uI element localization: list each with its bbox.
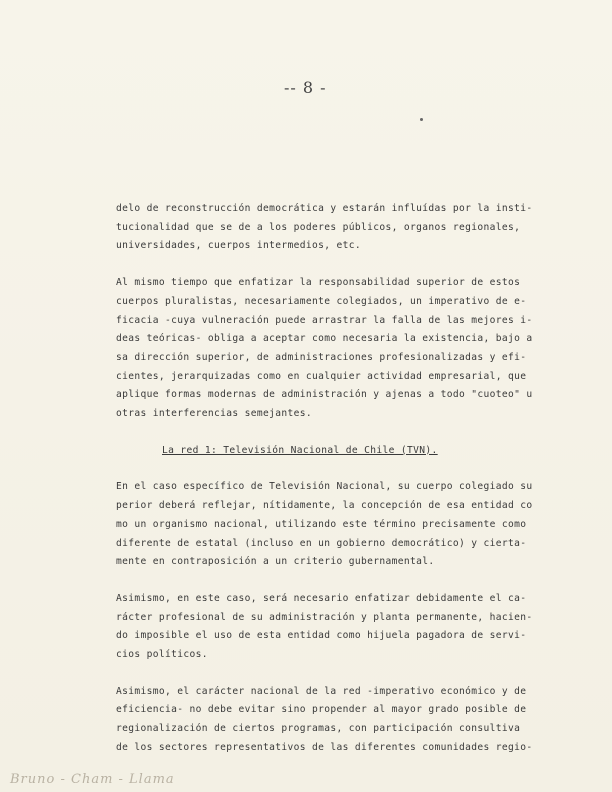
text-line: deas teóricas- obliga a aceptar como necesaria la existencia, bajo a [116, 333, 533, 345]
text-line: aplique formas modernas de administración y ajenas a todo "cuoteo" u [116, 389, 533, 401]
text-line: diferente de estatal (incluso en un gobierno democrático) y cierta- [116, 537, 527, 549]
text-line: de los sectores representativos de las diferentes comunidades regio- [116, 741, 533, 753]
text-line: cios políticos. [116, 649, 208, 661]
text-line: otras interferencias semejantes. [116, 408, 313, 420]
text-line: regionalización de ciertos programas, con participación consultiva [116, 723, 521, 735]
text-line: universidades, cuerpos intermedios, etc. [116, 240, 362, 252]
text-line: cuerpos pluralistas, necesariamente colegiados, un imperativo de e- [116, 295, 527, 307]
section-heading: La red 1: Televisión Nacional de Chile (TVN). [162, 444, 438, 456]
text-line: ficacia -cuya vulneración puede arrastrar la falla de las mejores i- [116, 314, 533, 326]
text-line: eficiencia- no debe evitar sino propender al mayor grado posible de [116, 704, 527, 716]
page-number: -- 8 - [284, 78, 327, 97]
text-line: tucionalidad que se de a los poderes públicos, organos regionales, [116, 221, 521, 233]
text-line: Al mismo tiempo que enfatizar la responsabilidad superior de estos [116, 277, 521, 289]
paragraph-1 [116, 200, 533, 256]
text-line: delo de reconstrucción democrática y estarán influídas por la insti- [116, 203, 533, 214]
text-line: do imposible el uso de esta entidad como hijuela pagadora de servi- [116, 630, 527, 642]
paragraph-2 [116, 274, 533, 424]
text-line: mente en contraposición a un criterio gubernamental. [116, 556, 435, 568]
ink-speck [420, 118, 423, 121]
text-line: perior deberá reflejar, nítidamente, la concepción de esa entidad co [116, 500, 533, 512]
text-line: sa dirección superior, de administraciones profesionalizadas y efi- [116, 351, 527, 363]
text-line: Asimismo, en este caso, será necesario enfatizar debidamente el ca- [116, 592, 527, 604]
paragraph-5 [116, 683, 533, 758]
body-text [116, 200, 533, 758]
handwritten-footer: Bruno - Cham - Llama [10, 772, 175, 787]
text-line: rácter profesional de su administración y planta permanente, hacien- [116, 611, 533, 623]
paragraph-3 [116, 478, 533, 572]
text-line: mo un organismo nacional, utilizando este término precisamente como [116, 518, 527, 530]
section-heading-block [116, 442, 528, 461]
text-line: cientes, jerarquizadas como en cualquier actividad empresarial, que [116, 370, 527, 382]
text-line: En el caso específico de Televisión Nacional, su cuerpo colegiado su [116, 481, 533, 493]
text-line: Asimismo, el carácter nacional de la red -imperativo económico y de [116, 685, 527, 697]
paragraph-4 [116, 590, 533, 665]
